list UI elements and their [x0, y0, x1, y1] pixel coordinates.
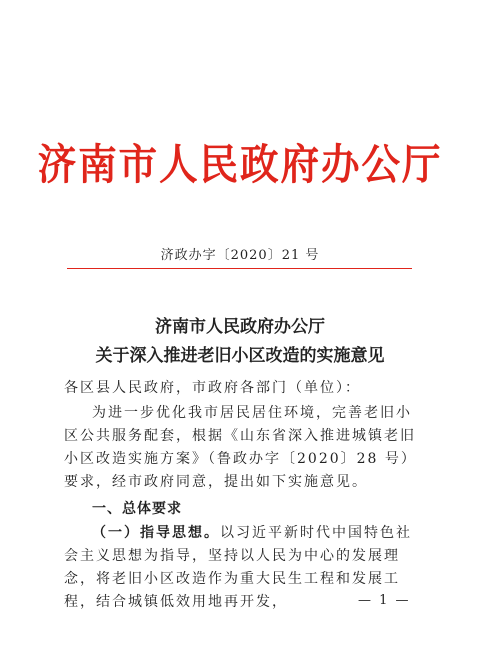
- red-divider-line: [67, 268, 412, 269]
- paragraph-lead: （一）指导思想。: [92, 525, 220, 541]
- document-title-line-2: 关于深入推进老旧小区改造的实施意见: [95, 346, 385, 366]
- document-number: 济政办字〔2020〕21 号: [160, 248, 320, 263]
- paragraph-guiding-thought-text: 以习近平新时代中国特色社会主义思想为指导，坚持以人民为中心的发展理念，将老旧小区改造作为重大民生工程和发展工程，结合城镇低效用地再开发，: [64, 525, 412, 610]
- document-header-title: 济南市人民政府办公厅: [37, 140, 443, 189]
- salutation: 各区县人民政府，市政府各部门（单位）：: [64, 380, 361, 396]
- document-title-line-1: 济南市人民政府办公厅: [155, 317, 325, 337]
- section-heading-general-requirements: 一、总体要求: [92, 501, 182, 517]
- page-number: — 1 —: [358, 593, 411, 608]
- paragraph-intro: 为进一步优化我市居民居住环境，完善老旧小区公共服务配套，根据《山东省深入推进城镇老旧小区改造实施方案》（鲁政办字〔2020〕28 号）要求，经市政府同意，提出如下实施意见。: [64, 405, 416, 490]
